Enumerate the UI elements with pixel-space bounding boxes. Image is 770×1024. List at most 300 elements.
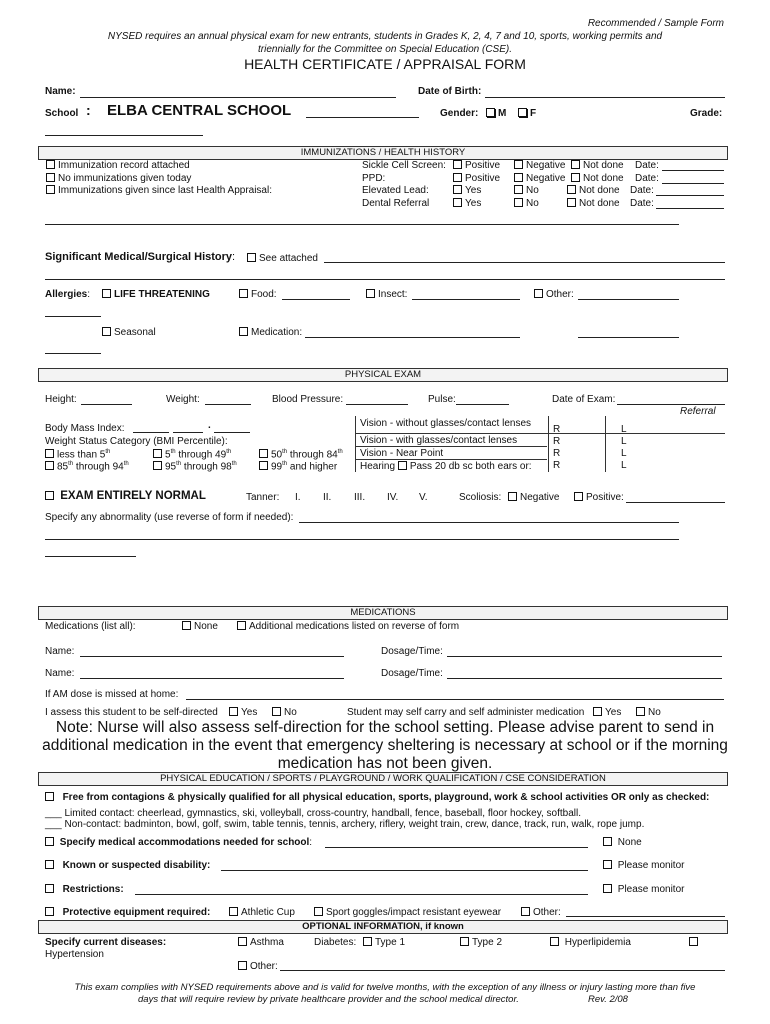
- checkbox-icon[interactable]: [153, 449, 162, 458]
- protective-other-option[interactable]: [521, 907, 561, 918]
- checkbox-icon[interactable]: [398, 461, 407, 470]
- checkbox-icon[interactable]: [237, 621, 246, 630]
- option-label: Positive: [465, 160, 501, 171]
- exam-date-field[interactable]: [617, 404, 725, 405]
- history-label-text: Significant Medical/Surgical History: [45, 251, 233, 263]
- school-label: School: [45, 108, 79, 119]
- dosage-field-1[interactable]: [447, 656, 722, 657]
- checkbox-icon[interactable]: [46, 185, 55, 194]
- immunizations-notes-line[interactable]: [45, 224, 679, 225]
- self-carry-label: Student may self carry and self administer medication: [347, 707, 585, 718]
- option-label: Non-contact: badminton, bowl, golf, swim, table tennis, tennis, archery, riflery, weight train, crew, dance, track, run, walk, rope jump.: [64, 819, 645, 830]
- dental-label: Dental Referral: [362, 198, 430, 209]
- pct-99-higher[interactable]: 99th and higher: [259, 461, 337, 472]
- disability-monitor[interactable]: [603, 860, 684, 871]
- checkbox-icon[interactable]: [45, 837, 54, 846]
- l-label: L: [621, 424, 627, 435]
- no-immunizations-option[interactable]: [46, 173, 191, 184]
- option-label: Please monitor: [617, 884, 685, 895]
- checkbox-icon[interactable]: [574, 492, 583, 501]
- pct-less-5[interactable]: [45, 449, 110, 460]
- bmi-field-1[interactable]: [133, 432, 169, 433]
- accommodations-colon: :: [309, 837, 313, 848]
- checkbox-icon[interactable]: [238, 937, 247, 946]
- option-label: Protective equipment required:: [62, 907, 211, 918]
- sickle-cell-label: Sickle Cell Screen:: [362, 160, 446, 171]
- pct-5-49[interactable]: 5th through 49th: [153, 449, 231, 460]
- dental-yes[interactable]: [453, 198, 481, 209]
- self-directed-label: I assess this student to be self-directed: [45, 707, 218, 718]
- med-name-label-2: Name:: [45, 668, 75, 679]
- bp-field[interactable]: [346, 404, 408, 405]
- gender-f-label: F: [530, 108, 537, 119]
- checkbox-icon[interactable]: [363, 937, 372, 946]
- checkbox-icon[interactable]: [636, 707, 645, 716]
- am-dose-field[interactable]: [186, 699, 724, 700]
- hearing-label: [360, 461, 532, 472]
- disease-other-field[interactable]: [280, 970, 725, 971]
- option-label: See attached: [259, 253, 318, 264]
- tanner-label: Tanner:: [246, 492, 280, 503]
- hearing-label-text: Hearing: [360, 461, 396, 472]
- checkbox-icon[interactable]: [603, 884, 612, 893]
- accommodations-option[interactable]: [45, 837, 312, 848]
- bp-label: Blood Pressure:: [272, 394, 344, 405]
- lead-date-field[interactable]: [656, 195, 724, 196]
- non-contact-option[interactable]: ___ Non-contact: badminton, bowl, golf, swim, table tennis, tennis, archery, riflery, weight train, crew, dance, track, run, walk, rope jump.: [45, 819, 645, 830]
- tanner-stage-4[interactable]: IV.: [387, 492, 399, 503]
- immunizations-band: IMMUNIZATIONS / HEALTH HISTORY: [38, 146, 728, 160]
- superscript: th: [282, 461, 288, 467]
- option-label: Yes: [465, 185, 482, 196]
- option-label: Negative: [526, 173, 566, 184]
- abnormality-field[interactable]: [299, 522, 679, 523]
- nysed-line-1: NYSED requires an annual physical exam for new entrants, students in Grades K, 2, 4, 7 and 10, sports, working permits and: [107, 31, 663, 42]
- r-label: R: [553, 436, 561, 447]
- sickle-date-field[interactable]: [662, 170, 724, 171]
- restrictions-field[interactable]: [135, 894, 588, 895]
- option-label: Other:: [250, 961, 278, 972]
- option-label: Immunization record attached: [58, 160, 190, 171]
- medication-allergy-field[interactable]: [305, 337, 520, 338]
- vision-without-label: Vision - without glasses/contact lenses: [360, 418, 532, 429]
- protective-option[interactable]: [45, 907, 210, 918]
- accommodations-none[interactable]: [603, 837, 642, 848]
- row-divider: [355, 433, 725, 434]
- option-label: No: [284, 707, 297, 718]
- footer-line-1: This exam complies with NYSED requirements above and is valid for twelve months, with the exception of any illness or injury lasting more than five: [74, 982, 696, 993]
- dosage-label-1: Dosage/Time:: [381, 646, 443, 657]
- school-field-line: [306, 117, 419, 118]
- ppd-positive[interactable]: [453, 173, 500, 184]
- checkbox-icon[interactable]: [571, 160, 580, 169]
- weight-status-label: Weight Status Category (BMI Percentile):: [45, 436, 228, 447]
- checkbox-icon[interactable]: [229, 907, 238, 916]
- checkbox-icon[interactable]: [460, 937, 469, 946]
- asthma-option[interactable]: [238, 937, 284, 948]
- bmi-field-2[interactable]: [173, 432, 203, 433]
- checkbox-icon[interactable]: [366, 289, 375, 298]
- diabetes-label: Diabetes:: [314, 937, 357, 948]
- self-carry-yes[interactable]: [593, 707, 621, 718]
- vision-hearing-table: [355, 416, 725, 472]
- checkbox-icon[interactable]: [45, 884, 54, 893]
- disability-field[interactable]: [221, 870, 588, 871]
- med-name-label-1: Name:: [45, 646, 75, 657]
- checkbox-icon[interactable]: [518, 108, 527, 117]
- option-label: Positive:: [586, 492, 624, 503]
- checkbox-icon[interactable]: [238, 961, 247, 970]
- self-directed-yes[interactable]: [229, 707, 257, 718]
- option-label: Negative: [526, 160, 566, 171]
- dob-label: Date of Birth:: [418, 86, 482, 97]
- sickle-date-label: Date:: [635, 160, 659, 171]
- option-label: Type 2: [472, 937, 503, 948]
- checkbox-icon[interactable]: [534, 289, 543, 298]
- checkbox-icon[interactable]: [239, 289, 248, 298]
- immunization-record-option[interactable]: [46, 160, 190, 171]
- scoliosis-field[interactable]: [626, 502, 725, 503]
- abnormality-field-2[interactable]: [45, 539, 679, 540]
- medications-band: MEDICATIONS: [38, 606, 728, 620]
- bmi-field-3[interactable]: [214, 432, 250, 433]
- current-diseases-label: Specify current diseases:: [45, 937, 167, 948]
- checkbox-icon[interactable]: [453, 160, 462, 169]
- option-label: Not done: [583, 173, 624, 184]
- med-name-field-1[interactable]: [80, 656, 344, 657]
- checkbox-icon[interactable]: [453, 198, 462, 207]
- med-name-field-2[interactable]: [80, 678, 344, 679]
- checkbox-icon[interactable]: [567, 185, 576, 194]
- checkbox-icon[interactable]: [45, 907, 54, 916]
- r-label: R: [553, 448, 561, 459]
- footer-line-2: days that will require review by private healthcare provider and the school medical director.: [138, 994, 519, 1005]
- checkbox-icon[interactable]: [603, 860, 612, 869]
- school-value: ELBA CENTRAL SCHOOL: [107, 102, 292, 119]
- tanner-stage-1[interactable]: I.: [295, 492, 301, 503]
- name-field[interactable]: [80, 97, 396, 98]
- nurse-note-line-1: Note: Nurse will also assess self-direction for the school setting. Please advise parent to send in: [55, 719, 715, 736]
- tanner-stage-5[interactable]: V.: [419, 492, 428, 503]
- r-label: R: [553, 424, 561, 435]
- row-divider: [355, 446, 547, 447]
- superscript: th: [337, 449, 343, 455]
- disability-option[interactable]: [45, 860, 210, 871]
- option-label: Not done: [579, 198, 620, 209]
- life-threatening-option[interactable]: [102, 289, 210, 300]
- checkbox-icon[interactable]: [182, 621, 191, 630]
- checkbox-icon[interactable]: [550, 937, 559, 946]
- option-label: Medication:: [251, 327, 303, 338]
- lead-label: Elevated Lead:: [362, 185, 429, 196]
- checkbox-icon[interactable]: [514, 198, 523, 207]
- option-label: Sport goggles/impact resistant eyewear: [326, 907, 502, 918]
- lead-not-done[interactable]: [567, 185, 620, 196]
- nysed-line-2: triennially for the Committee on Special Education (CSE).: [257, 44, 512, 55]
- checkbox-icon[interactable]: [689, 937, 698, 946]
- checkbox-icon[interactable]: [45, 461, 54, 470]
- checkbox-icon[interactable]: [603, 837, 612, 846]
- hearing-pass-label: Pass 20 db sc both ears or:: [409, 461, 532, 472]
- checkbox-icon[interactable]: [102, 327, 111, 336]
- revision-label: Rev. 2/08: [588, 994, 628, 1005]
- checkbox-icon[interactable]: [46, 173, 55, 182]
- restrictions-monitor[interactable]: [603, 884, 684, 895]
- option-label: 85: [57, 461, 69, 473]
- superscript: th: [68, 461, 74, 467]
- r-label: R: [553, 460, 561, 471]
- dosage-label-2: Dosage/Time:: [381, 668, 443, 679]
- self-carry-no[interactable]: [636, 707, 661, 718]
- sickle-not-done[interactable]: [571, 160, 624, 171]
- weight-field[interactable]: [205, 404, 251, 405]
- option-label: Additional medications listed on reverse of form: [249, 621, 460, 632]
- protective-other-field[interactable]: [566, 916, 725, 917]
- physical-exam-band: PHYSICAL EXAM: [38, 368, 728, 382]
- option-label: 95: [165, 461, 177, 473]
- ppd-date-label: Date:: [635, 173, 659, 184]
- height-field[interactable]: [81, 404, 132, 405]
- free-contagions-option[interactable]: [45, 792, 709, 803]
- dental-date-field[interactable]: [656, 208, 724, 209]
- checkbox-icon[interactable]: [508, 492, 517, 501]
- lead-date-label: Date:: [630, 185, 654, 196]
- medication-allergy-field-2[interactable]: [578, 337, 679, 338]
- abnormality-label: Specify any abnormality (use reverse of form if needed):: [45, 512, 294, 523]
- checkbox-icon[interactable]: [259, 449, 268, 458]
- allergies-colon: :: [87, 289, 91, 300]
- pct-95-98[interactable]: 95th through 98th: [153, 461, 237, 472]
- am-dose-label: If AM dose is missed at home:: [45, 689, 179, 700]
- allergy-extra-field[interactable]: [45, 316, 101, 317]
- checkbox-icon[interactable]: [567, 198, 576, 207]
- exam-normal-option[interactable]: [45, 490, 206, 502]
- option-label: Positive: [465, 173, 501, 184]
- pulse-field[interactable]: [456, 404, 509, 405]
- food-field[interactable]: [282, 299, 350, 300]
- self-directed-no[interactable]: [272, 707, 297, 718]
- pulse-label: Pulse:: [428, 394, 456, 405]
- option-label: Limited contact: cheerlead, gymnastics, ski, volleyball, cross-country, handball, fence, baseball, floor hockey, softball.: [64, 808, 582, 819]
- gender-m-option[interactable]: [486, 108, 506, 119]
- pct-50-84[interactable]: 50th through 84th: [259, 449, 343, 460]
- school-colon: :: [86, 102, 91, 118]
- insect-option[interactable]: [366, 289, 407, 300]
- option-label: No: [648, 707, 661, 718]
- tanner-stage-2[interactable]: II.: [323, 492, 332, 503]
- checkbox-icon[interactable]: [571, 173, 580, 182]
- immunizations-given-option[interactable]: [46, 185, 272, 196]
- option-label: No: [526, 185, 539, 196]
- form-title: HEALTH CERTIFICATE / APPRAISAL FORM: [244, 56, 526, 72]
- checkbox-icon[interactable]: [45, 792, 54, 801]
- grade-label: Grade:: [690, 108, 723, 119]
- option-label: EXAM ENTIRELY NORMAL: [60, 490, 206, 502]
- sickle-positive[interactable]: [453, 160, 500, 171]
- abnormality-field-3[interactable]: [45, 556, 136, 557]
- restrictions-option[interactable]: [45, 884, 124, 895]
- scoliosis-negative[interactable]: [508, 492, 559, 503]
- lead-yes[interactable]: [453, 185, 481, 196]
- l-label: L: [621, 448, 627, 459]
- lead-no[interactable]: [514, 185, 539, 196]
- allergies-label-text: Allergies: [45, 289, 88, 300]
- other-allergy-field[interactable]: [578, 299, 679, 300]
- gender-m-label: M: [498, 108, 507, 119]
- medication-allergy-field-3[interactable]: [45, 353, 101, 354]
- checkbox-icon[interactable]: [259, 461, 268, 470]
- l-label: L: [621, 436, 627, 447]
- option-label: 5: [165, 449, 171, 461]
- weight-label: Weight:: [166, 394, 200, 405]
- checkbox-icon[interactable]: [486, 108, 495, 117]
- athletic-cup-option[interactable]: [229, 907, 295, 918]
- nurse-note-line-2: additional medication in the event that emergency sheltering is necessary at school or if the morning: [42, 737, 728, 754]
- l-label: L: [621, 460, 627, 471]
- pct-85-94[interactable]: 85th through 94th: [45, 461, 129, 472]
- goggles-option[interactable]: [314, 907, 501, 918]
- checkbox-icon[interactable]: [514, 173, 523, 182]
- pe-band: PHYSICAL EDUCATION / SPORTS / PLAYGROUND / WORK QUALIFICATION / CSE CONSIDERATION: [38, 772, 728, 786]
- history-field[interactable]: [324, 262, 725, 263]
- ppd-negative[interactable]: [514, 173, 565, 184]
- option-label: Yes: [605, 707, 622, 718]
- checkbox-icon[interactable]: [272, 707, 281, 716]
- checkbox-icon[interactable]: [153, 461, 162, 470]
- checkbox-icon[interactable]: [314, 907, 323, 916]
- history-field-2[interactable]: [45, 279, 725, 280]
- hypertension-label: Hypertension: [45, 949, 104, 960]
- disease-other-option[interactable]: [238, 961, 278, 972]
- bmi-decimal-point: .: [208, 420, 211, 431]
- ppd-date-field[interactable]: [662, 183, 724, 184]
- bmi-label: Body Mass Index:: [45, 423, 125, 434]
- option-label: Known or suspected disability:: [62, 860, 211, 871]
- other-allergy-option[interactable]: [534, 289, 574, 300]
- referral-label: Referral: [680, 406, 716, 417]
- exam-date-label: Date of Exam:: [552, 394, 616, 405]
- accommodations-field[interactable]: [325, 847, 588, 848]
- option-label: Not done: [583, 160, 624, 171]
- option-label: Type 1: [375, 937, 406, 948]
- option-label: 50: [271, 449, 283, 461]
- option-label: Athletic Cup: [241, 907, 295, 918]
- checkbox-icon[interactable]: [521, 907, 530, 916]
- dental-not-done[interactable]: [567, 198, 620, 209]
- option-label: Negative: [520, 492, 560, 503]
- nurse-note-line-3: medication has not been given.: [277, 755, 493, 772]
- superscript: th: [226, 449, 232, 455]
- option-label: No: [526, 198, 539, 209]
- checkbox-icon[interactable]: [46, 160, 55, 169]
- option-label: No immunizations given today: [58, 173, 192, 184]
- dental-date-label: Date:: [630, 198, 654, 209]
- height-label: Height:: [45, 394, 77, 405]
- medications-none-option[interactable]: [182, 621, 218, 632]
- scoliosis-label: Scoliosis:: [459, 492, 502, 503]
- option-label: Yes: [465, 198, 482, 209]
- checkbox-icon[interactable]: [247, 253, 256, 262]
- grade-field[interactable]: [45, 135, 203, 136]
- option-label: 99: [271, 461, 283, 473]
- medications-list-label: Medications (list all):: [45, 621, 136, 632]
- gender-label: Gender:: [440, 108, 479, 119]
- history-label: [45, 251, 235, 263]
- option-label: Please monitor: [617, 860, 685, 871]
- superscript: th: [170, 449, 176, 455]
- dosage-field-2[interactable]: [447, 678, 722, 679]
- history-colon: :: [232, 251, 236, 263]
- checkbox-icon[interactable]: [239, 327, 248, 336]
- additional-meds-option[interactable]: [237, 621, 459, 632]
- dob-field[interactable]: [485, 97, 725, 98]
- vision-near-label: Vision - Near Point: [360, 448, 444, 459]
- option-label: Immunizations given since last Health Appraisal:: [58, 185, 272, 196]
- medication-allergy-option[interactable]: [239, 327, 302, 338]
- name-label: Name:: [45, 86, 76, 97]
- dental-no[interactable]: [514, 198, 539, 209]
- tanner-stage-3[interactable]: III.: [354, 492, 366, 503]
- accommodations-label: Specify medical accommodations needed for school: [59, 837, 310, 848]
- scoliosis-positive[interactable]: [574, 492, 624, 503]
- superscript: th: [105, 449, 111, 455]
- option-label: LIFE THREATENING: [114, 289, 210, 300]
- gender-f-option[interactable]: [518, 108, 536, 119]
- checkbox-icon[interactable]: [514, 160, 523, 169]
- seasonal-option[interactable]: [102, 327, 156, 338]
- row-divider: [355, 459, 547, 460]
- checkbox-icon[interactable]: [45, 449, 54, 458]
- checkbox-icon[interactable]: [45, 491, 54, 500]
- option-label: Yes: [241, 707, 258, 718]
- option-label: Not done: [579, 185, 620, 196]
- checkbox-icon[interactable]: [229, 707, 238, 716]
- checkbox-icon[interactable]: [514, 185, 523, 194]
- limited-contact-option[interactable]: ___ Limited contact: cheerlead, gymnastics, ski, volleyball, cross-country, handball, fence, baseball, floor hockey, softball.: [45, 808, 582, 819]
- ppd-not-done[interactable]: [571, 173, 624, 184]
- type-2-option[interactable]: [460, 937, 502, 948]
- option-label: None: [617, 837, 642, 848]
- see-attached-option[interactable]: [247, 253, 318, 264]
- option-label: Other:: [546, 289, 574, 300]
- checkbox-icon[interactable]: [453, 173, 462, 182]
- superscript: th: [231, 461, 237, 467]
- option-label: Seasonal: [114, 327, 156, 338]
- insect-field[interactable]: [412, 299, 520, 300]
- recommended-label: Recommended / Sample Form: [587, 18, 724, 29]
- option-label: less than 5: [57, 449, 106, 461]
- hyperlipidemia-option[interactable]: [550, 937, 631, 948]
- option-label: Food:: [251, 289, 277, 300]
- sickle-negative[interactable]: [514, 160, 565, 171]
- ppd-label: PPD:: [362, 173, 386, 184]
- checkbox-icon[interactable]: [453, 185, 462, 194]
- option-label: Restrictions:: [62, 884, 124, 895]
- allergies-label: [45, 289, 90, 300]
- type-1-option[interactable]: [363, 937, 405, 948]
- option-label: Asthma: [250, 937, 284, 948]
- option-label: None: [194, 621, 218, 632]
- option-label: Free from contagions & physically qualified for all physical education, sports, playground, work & school activities OR only as checked:: [62, 792, 710, 803]
- food-option[interactable]: [239, 289, 277, 300]
- optional-band: OPTIONAL INFORMATION, if known: [38, 920, 728, 934]
- checkbox-icon[interactable]: [102, 289, 111, 298]
- option-label: Insect:: [378, 289, 408, 300]
- superscript: th: [176, 461, 182, 467]
- checkbox-icon[interactable]: [45, 860, 54, 869]
- checkbox-icon[interactable]: [593, 707, 602, 716]
- hypertension-option[interactable]: [689, 937, 701, 948]
